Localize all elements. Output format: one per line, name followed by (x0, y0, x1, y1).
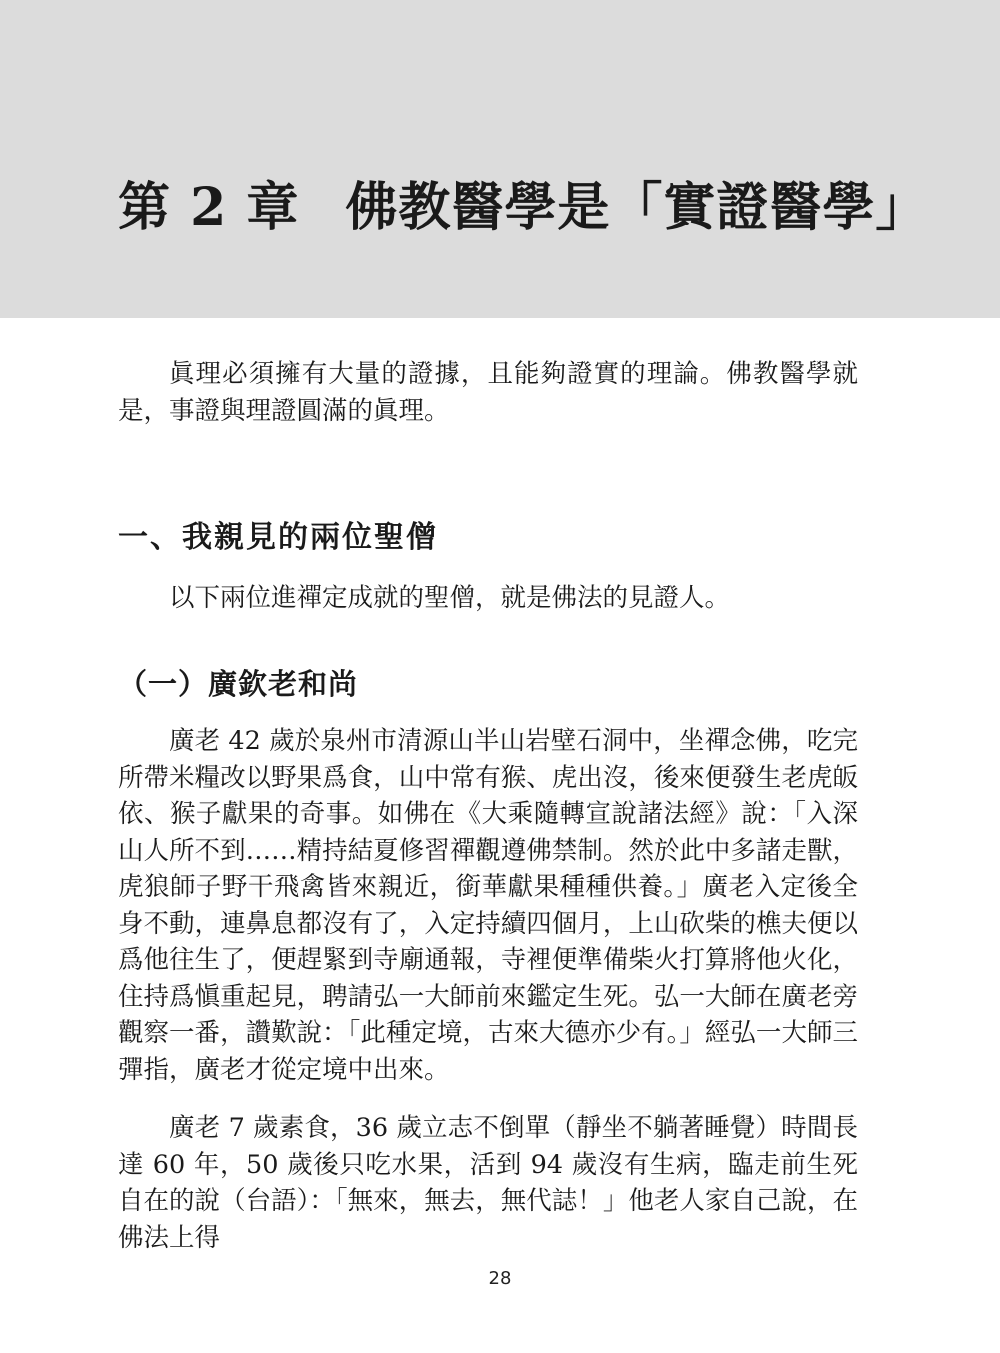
section-paragraph: 以下兩位進禪定成就的聖僧，就是佛法的見證人。 (169, 583, 731, 613)
subsection-heading: （一）廣欽老和尚 (118, 667, 359, 701)
body-paragraph-2: 廣老 7 歲素食，36 歲立志不倒單（靜坐不躺著睡覺）時間長達 60 年，50 歲後只吃水果，活到 94 歲沒有生病，臨走前生死自在的說（台語）：「無來，無去，無代誌！」他老人家自己說，在佛法上得 (118, 1113, 858, 1253)
section-heading: 一、我親見的兩位聖僧 (118, 520, 438, 555)
body-paragraph-1: 廣老 42 歲於泉州市清源山半山岩壁石洞中，坐禪念佛，吃完所帶米糧改以野果爲食，山中常有猴、虎出沒，後來便發生老虎皈依、猴子獻果的奇事。如佛在《大乘隨轉宣說諸法經》說：「入深山人所不到……精持結夏修習禪觀遵佛禁制。然於此中多諸走獸，虎狼師子野干飛禽皆來親近，銜華獻果種種供養。」廣老入定後全身不動，連鼻息都沒有了，入定持續四個月，上山砍柴的樵夫便以爲他往生了，便趕緊到寺廟通報，寺裡便準備柴火打算將他火化，住持爲愼重起見，聘請弘一大師前來鑑定生死。弘一大師在廣老旁觀察一番，讚歎說：「此種定境，古來大德亦少有。」經弘一大師三彈指，廣老才從定境中出來。 (118, 726, 858, 1085)
page-number: 28 (488, 1268, 512, 1289)
chapter-title-text: 佛教醫學是「實證醫學」 (345, 177, 929, 238)
chapter-number: 第 2 章 (118, 177, 300, 238)
chapter-title (118, 178, 928, 238)
intro-paragraph: 眞理必須擁有大量的證據，且能夠證實的理論。佛教醫學就是，事證與理證圓滿的眞理。 (118, 359, 858, 426)
chapter-header-band (0, 0, 1000, 318)
